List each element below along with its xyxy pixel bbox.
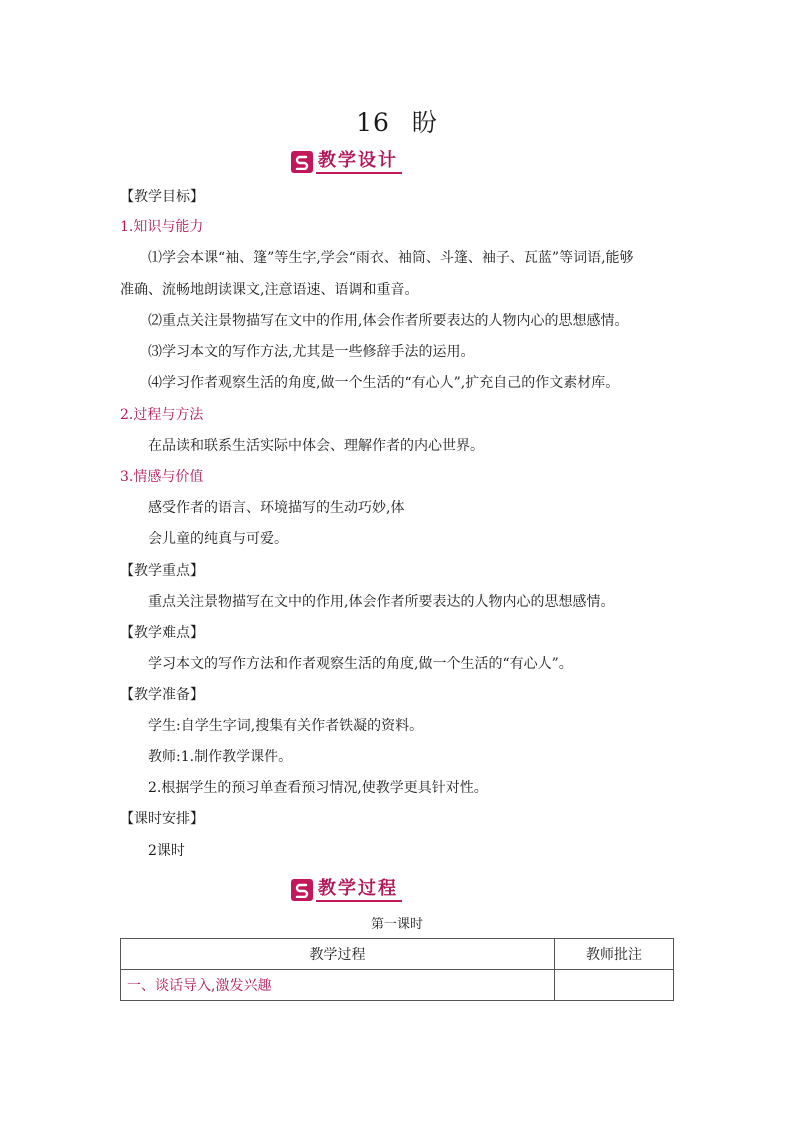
preparation-teacher-2: 2.根据学生的预习单查看预习情况,使教学更具针对性。 — [148, 780, 488, 796]
table-header-notes: 教师批注 — [555, 939, 674, 970]
table-cell-note — [555, 970, 674, 1001]
knowledge-item: ⑵重点关注景物描写在文中的作用,体会作者所要表达的人物内心的思想感情。 — [148, 313, 629, 329]
emotion-heading: 3.情感与价值 — [120, 469, 204, 485]
knowledge-item-continued: 准确、流畅地朗读课文,注意语速、语调和重音。 — [120, 282, 419, 298]
section-banner-label: 教学过程 — [316, 879, 402, 902]
difficulties-heading: 【教学难点】 — [120, 625, 204, 641]
difficulties-text: 学习本文的写作方法和作者观察生活的角度,做一个生活的“有心人”。 — [148, 656, 573, 672]
section-banner-design — [291, 150, 402, 174]
preparation-teacher: 教师:1.制作教学课件。 — [148, 749, 293, 765]
section-logo-icon — [291, 151, 313, 173]
knowledge-item: ⑶学习本文的写作方法,尤其是一些修辞手法的运用。 — [148, 344, 475, 360]
preparation-heading: 【教学准备】 — [120, 687, 204, 703]
schedule-text: 2课时 — [148, 843, 185, 859]
table-row — [121, 970, 674, 1001]
section-logo-icon — [291, 879, 313, 901]
table-header-row — [121, 939, 674, 970]
lesson-label: 第一课时 — [370, 917, 423, 932]
process-text: 在品读和联系生活实际中体会、理解作者的内心世界。 — [148, 438, 484, 454]
section-banner-process — [291, 878, 402, 902]
section-banner-label: 教学设计 — [316, 151, 402, 174]
process-table — [120, 938, 674, 1001]
knowledge-item: ⑴学会本课“袖、篷”等生字,学会“雨衣、袖筒、斗篷、袖子、瓦蓝”等词语,能够 — [148, 250, 634, 266]
emotion-text: 会儿童的纯真与可爱。 — [148, 531, 288, 547]
lesson-name: 盼 — [411, 108, 438, 137]
process-heading: 2.过程与方法 — [120, 407, 204, 423]
table-cell-step: 一、谈话导入,激发兴趣 — [121, 970, 555, 1001]
lesson-title — [0, 103, 794, 139]
knowledge-heading: 1.知识与能力 — [120, 219, 204, 235]
schedule-heading: 【课时安排】 — [120, 811, 204, 827]
knowledge-item: ⑷学习作者观察生活的角度,做一个生活的“有心人”,扩充自己的作文素材库。 — [148, 375, 620, 391]
preparation-student: 学生:自学生字词,搜集有关作者铁凝的资料。 — [148, 718, 424, 734]
key-points-heading: 【教学重点】 — [120, 563, 204, 579]
emotion-text: 感受作者的语言、环境描写的生动巧妙,体 — [148, 500, 405, 516]
key-points-text: 重点关注景物描写在文中的作用,体会作者所要表达的人物内心的思想感情。 — [148, 594, 615, 610]
table-header-process: 教学过程 — [121, 939, 555, 970]
objectives-heading: 【教学目标】 — [120, 189, 204, 205]
lesson-number: 16 — [356, 108, 390, 137]
